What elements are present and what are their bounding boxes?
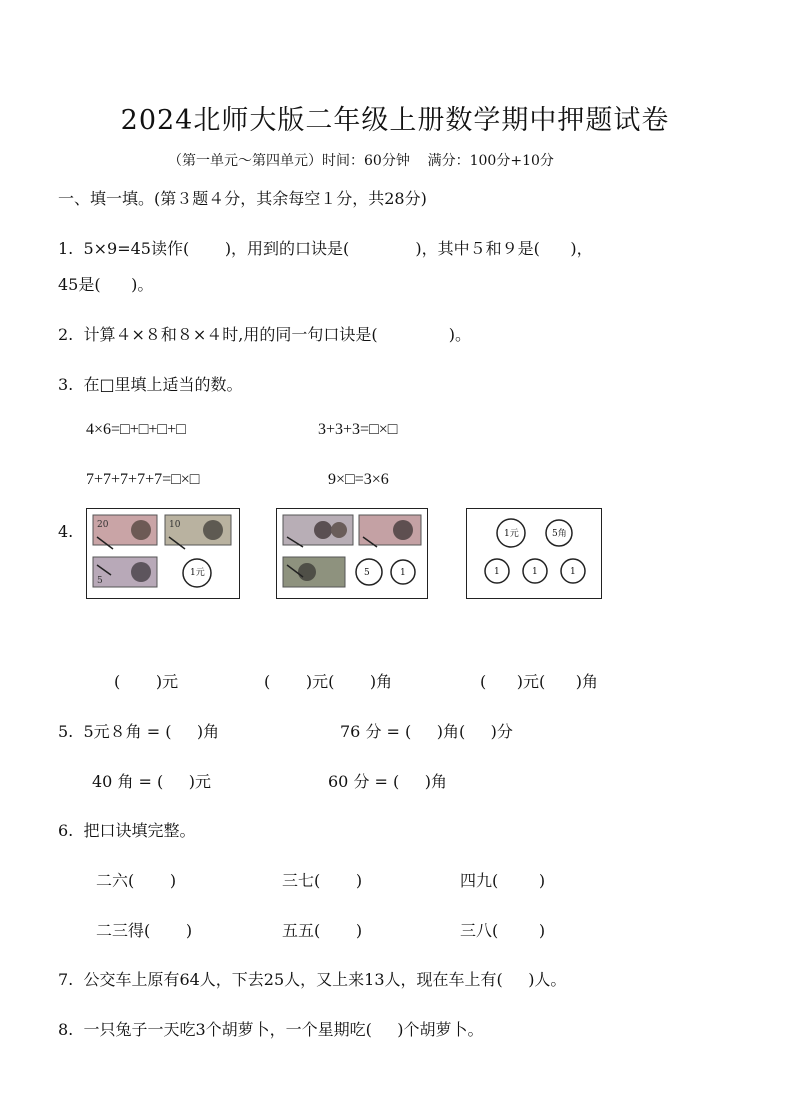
question-6-item: 三八( ) <box>460 921 546 940</box>
banknote-value: 5 <box>97 576 103 586</box>
section-1-heading: 一、填一填。(第３题４分，其余每空１分，共28分) <box>58 189 427 208</box>
question-3-equation-3: 7+7+7+7+7=□×□ <box>86 471 200 488</box>
money-picture-3 <box>466 508 602 599</box>
question-3-equation-4: 9×□=3×6 <box>328 471 389 488</box>
question-7: 7. 公交车上原有64人，下去25人，又上来13人，现在车上有( )人。 <box>58 970 567 989</box>
question-5-part-b: 76 分 = ( )角( )分 <box>340 722 513 741</box>
question-4-number: 4. <box>58 522 74 541</box>
question-5-part-c: 40 角 = ( )元 <box>92 772 211 791</box>
page-title: 2024北师大版二年级上册数学期中押题试卷 <box>120 105 670 136</box>
money-picture-1 <box>86 508 240 599</box>
question-5-part-a: 5. 5元８角 = ( )角 <box>58 722 220 741</box>
question-2: 2. 计算４×８和８×４时,用的同一句口诀是( )。 <box>58 325 472 344</box>
question-6-item: 五五( ) <box>282 921 363 940</box>
question-3-equation-1: 4×6=□+□+□+□ <box>86 421 186 438</box>
page-subtitle: （第一单元～第四单元）时间：60分钟 满分：100分+10分 <box>168 153 554 169</box>
coin-label: 1元 <box>190 568 205 578</box>
question-4-answer-2: ( )元( )角 <box>264 672 393 691</box>
banknote-value: 20 <box>97 520 109 530</box>
question-3-equation-2: 3+3+3=□×□ <box>318 421 398 438</box>
question-6-item: 四九( ) <box>460 871 546 890</box>
question-1-line-1: 1. 5×9=45读作( )，用到的口诀是( )，其中５和９是( )， <box>58 239 593 258</box>
coin-label: 1 <box>494 567 500 577</box>
coin-label: 1 <box>532 567 538 577</box>
money-picture-3-drawing <box>467 509 601 598</box>
portrait <box>331 522 347 538</box>
question-4-answer-1: ( )元 <box>114 672 179 691</box>
money-picture-1-drawing <box>87 509 239 598</box>
question-6-item: 二六( ) <box>96 871 177 890</box>
money-picture-2 <box>276 508 428 599</box>
question-6-item: 二三得( ) <box>96 921 193 940</box>
coin-label: 1 <box>570 567 576 577</box>
portrait <box>131 520 151 540</box>
question-4-answer-3: ( )元( )角 <box>480 672 599 691</box>
portrait <box>131 562 151 582</box>
question-6-item: 三七( ) <box>282 871 363 890</box>
portrait <box>393 520 413 540</box>
question-5-part-d: 60 分 = ( )角 <box>328 772 447 791</box>
question-6: 6. 把口诀填完整。 <box>58 821 196 840</box>
coin-label: 5角 <box>552 529 567 539</box>
portrait <box>314 521 332 539</box>
portrait <box>203 520 223 540</box>
banknote-value: 10 <box>169 520 181 530</box>
money-picture-2-drawing <box>277 509 427 598</box>
question-3: 3. 在□里填上适当的数。 <box>58 375 243 394</box>
portrait <box>298 563 316 581</box>
question-8: 8. 一只兔子一天吃3个胡萝卜，一个星期吃( )个胡萝卜。 <box>58 1020 484 1039</box>
coin-label: 5 <box>364 568 370 578</box>
coin-label: 1 <box>400 568 406 578</box>
coin-label: 1元 <box>504 529 519 539</box>
question-1-line-2: 45是( )。 <box>58 275 154 294</box>
